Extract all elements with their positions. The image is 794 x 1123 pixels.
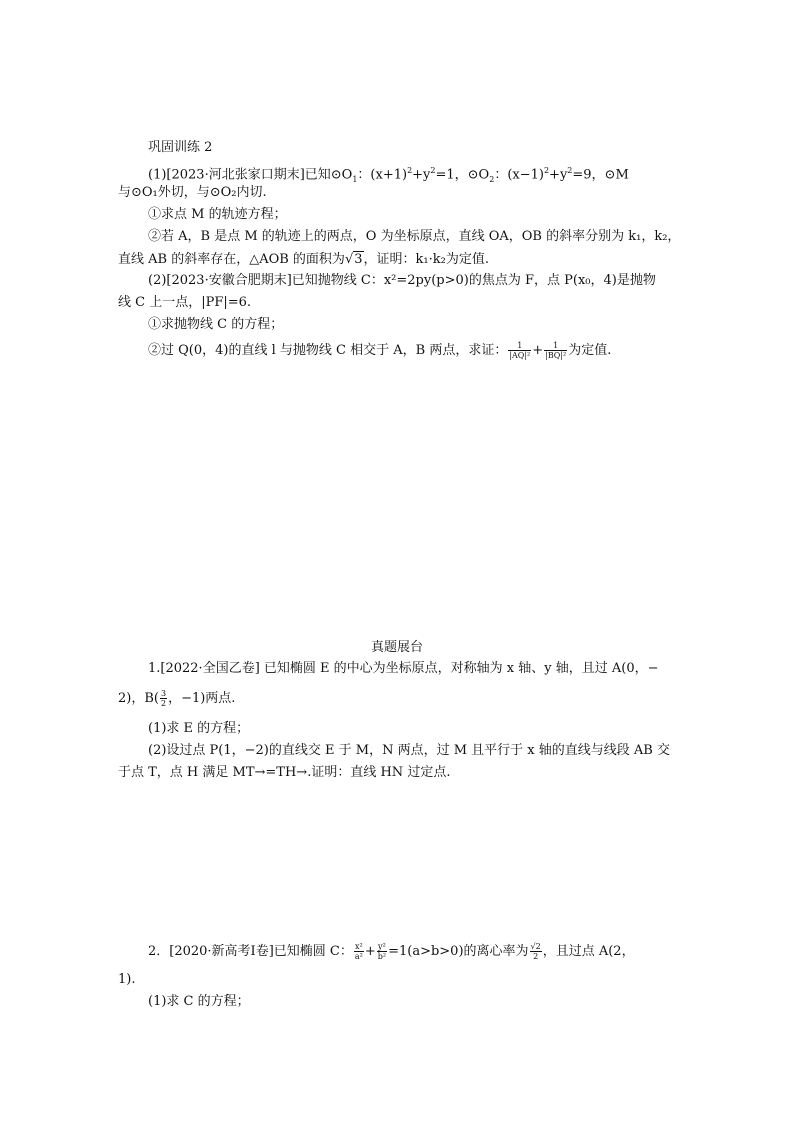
exam-1-question-1: (1)求 E 的方程； (148, 721, 250, 736)
problem-1-line-1: (1)[2023·河北张家口期末]已知$⊙O_1$：$(x+1)^2+y^2=1$，$⊙O_2$：$(x-1)^2+y^2=9$，⊙M (148, 166, 629, 184)
section-title-exam: 真题展台 (370, 640, 423, 655)
fraction-three-halves: $\frac{3}{2}$ (160, 689, 167, 708)
question-1-2-line-2: 直线 AB 的斜率存在，△AOB 的面积为√3，证明：k₁·k₂为定值. (118, 252, 489, 267)
section-title-practice: 巩固训练 2 (148, 140, 213, 155)
question-2-2: ②过 Q(0，4)的直线 l 与抛物线 C 相交于 A，B 两点，求证： $\frac{1}{\text{|AQ|²}}$ + $\frac{1}{\text{|BQ|²}}$ 为定值. (148, 341, 612, 360)
sqrt-radicand: 3 (354, 252, 363, 267)
exam-1-line-2: 2)，B( $\frac{3}{2}$ ，−1)两点. (118, 689, 236, 708)
problem-2-line-1: (2)[2023·安徽合肥期末]已知抛物线 C：x²=2py(p>0)的焦点为 F，点 P(x₀，4)是抛物 (148, 273, 656, 288)
exam-1-question-2-line-2: 于点 T，点 H 满足 MT→=TH→.证明：直线 HN 过定点. (118, 765, 451, 780)
exam-2-line-2: 1). (118, 972, 136, 987)
fraction-root2-over-2: $\frac{√2}{2}$ (530, 942, 541, 961)
exam-1-line-1: 1.[2022·全国乙卷] 已知椭圆 E 的中心为坐标原点，对称轴为 x 轴、y 轴，且过 A(0，− (148, 661, 659, 676)
problem-1-line-2: 与⊙O₁外切，与⊙O₂内切. (118, 185, 267, 200)
fraction-x2-a2: $\frac{\text{x²}}{\text{a²}}$ (354, 942, 363, 961)
exam-2-question-1: (1)求 C 的方程； (148, 994, 250, 1009)
question-1-2-line-1: ②若 A，B 是点 M 的轨迹上的两点，O 为坐标原点，直线 OA，OB 的斜率分别为 k₁，k₂， (148, 229, 681, 244)
fraction-bq: $\frac{1}{\text{|BQ|²}}$ (545, 341, 567, 360)
question-2-1: ①求抛物线 C 的方程； (148, 317, 284, 332)
fraction-aq: $\frac{1}{\text{|AQ|²}}$ (509, 341, 531, 360)
exam-1-question-2-line-1: (2)设过点 P(1，−2)的直线交 E 于 M，N 两点，过 M 且平行于 x 轴的直线与线段 AB 交 (148, 743, 670, 758)
fraction-y2-b2: $\frac{\text{y²}}{\text{b²}}$ (377, 942, 387, 961)
problem-2-line-2: 线 C 上一点，|PF|=6. (118, 295, 252, 310)
exam-2-line-1: 2．[2020·新高考Ⅰ卷]已知椭圆 C： $\frac{\text{x²}}{\text{a²}}$ + $\frac{\text{y²}}{\text{b²}}$ =1(a>b>0)的离心率为 $\frac{√2}{2}$ ，且过点 A(2， (148, 942, 635, 961)
question-1-1: ①求点 M 的轨迹方程； (148, 207, 287, 222)
